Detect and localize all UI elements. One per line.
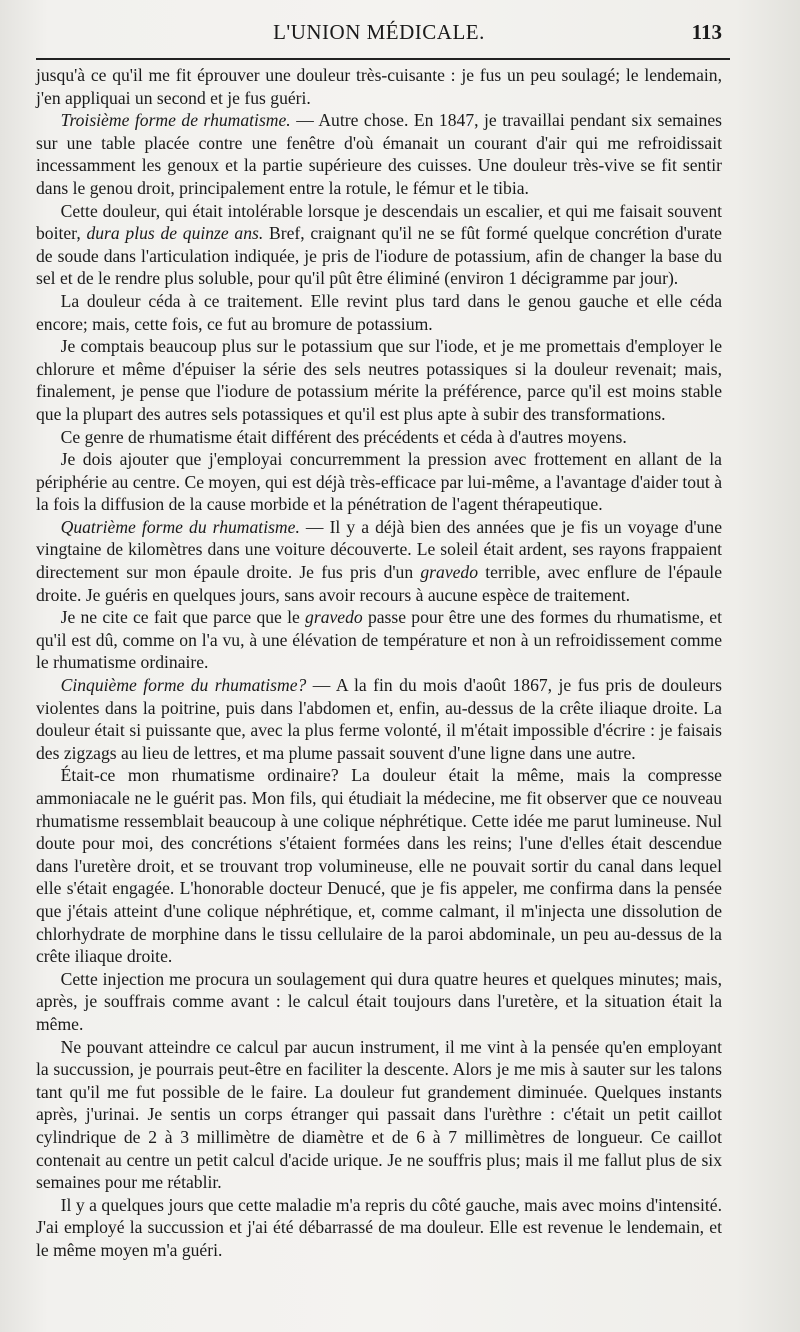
paragraph-text: Je dois ajouter que j'employai concurremment la pression avec frottement en allant de la périphérie au centre. Ce moyen, qui est déjà très-efficace par lui-même, a l'avantage d'aider tout à la fois la diffusion de la cause morbide et la pénétration de l'agent thérapeutique. [36, 449, 722, 515]
paragraph-text: Cette douleur, qui était intolérable lorsque je descendais un escalier, et qui me faisait souvent boiter, [36, 200, 722, 244]
paragraph-text: Je comptais beaucoup plus sur le potassium que sur l'iode, et je me promettais d'employer le chlorure et même d'épuiser la série des sels neutres potassiques si la douleur revenait; mais, finalement, je pense que l'iodure de potassium mérite la préférence, parce qu'il est moins stable que la plupart des autres sels potassiques et qu'il est plus apte à subir des transformations. [36, 336, 722, 424]
emphasis: dura plus de quinze ans. [86, 223, 264, 244]
emphasis: gravedo [420, 562, 479, 583]
paragraph [36, 674, 722, 764]
article-body [36, 64, 722, 1261]
paragraph [36, 64, 722, 109]
paragraph [36, 1194, 722, 1262]
paragraph-text: jusqu'à ce qu'il me fit éprouver une douleur très-cuisante : je fus un peu soulagé; le lendemain, j'en appliquai un second et je fus guéri. [36, 65, 722, 108]
paragraph-text: — Autre chose. En 1847, je travaillai pendant six semaines sur une table placée contre une fenêtre d'où émanait un courant d'air qui me refroidissait incessamment les genoux et la partie supérieure des cuisses. Une douleur très-vive se fit sentir dans le genou droit, principalement entre la rotule, le fémur et le tibia. [36, 110, 722, 198]
paragraph [36, 1036, 722, 1194]
paragraph-text: Cette injection me procura un soulagement qui dura quatre heures et quelques minutes; mais, après, je souffrais comme avant : le calcul était toujours dans l'uretère, et la situation était la même. [36, 968, 722, 1034]
section-heading: Quatrième forme du rhumatisme. [60, 516, 300, 537]
paragraph [36, 200, 722, 290]
paragraph [36, 606, 722, 674]
paragraph-text: passe pour être une des formes du rhumatisme, et qu'il est dû, comme on l'a vu, à une élévation de température et non à un refroidissement comme le rhumatisme ordinaire. [36, 607, 722, 673]
paragraph [36, 764, 722, 967]
paragraph-text: Je ne cite ce fait que parce que le [60, 607, 306, 628]
paragraph [36, 335, 722, 425]
section-heading: Troisième forme de rhumatisme. [60, 110, 291, 131]
paragraph-text: terrible, avec enflure de l'épaule droite. Je guéris en quelques jours, sans avoir recours à aucune espèce de traitement. [36, 562, 723, 605]
emphasis: gravedo [305, 607, 363, 628]
paragraph-text: Était-ce mon rhumatisme ordinaire? La douleur était la même, mais la compresse ammoniacale ne le guérit pas. Mon fils, qui étudiait la médecine, me fit observer que ce nouveau rhumatisme ressemblait beaucoup à une colique néphrétique. Cette idée me parut lumineuse. Nul doute pour moi, des concrétions s'étaient formées dans les reins; l'une d'elles était descendue dans l'uretère droit, et se trouvant trop volumineuse, elle ne pouvait sortir du canal dans lequel elle s'était engagée. L'honorable docteur Denucé, que je fis appeler, me confirma dans la pensée que j'étais atteint d'une colique néphrétique, et, comme calmant, il m'injecta une dissolution de chlorhydrate de morphine dans le tissu cellulaire de la paroi abdominale, un peu au-dessus de la crête iliaque droite. [36, 765, 722, 967]
paragraph-text: — A la fin du mois d'août 1867, je fus pris de douleurs violentes dans la poitrine, puis dans l'abdomen et, enfin, au-dessus de la crête iliaque droite. La douleur était si puissante que, avec la plus ferme volonté, il m'était impossible d'écrire : je faisais des zigzags au lieu de lettres, et ma plume passait souvent d'une ligne dans une autre. [36, 675, 723, 763]
paragraph-text: Ne pouvant atteindre ce calcul par aucun instrument, il me vint à la pensée qu'en employant la succussion, je pourrais peut-être en faciliter la descente. Alors je me mis à sauter sur les talons tant qu'il me fut possible de le faire. La douleur fut grandement diminuée. Quelques instants après, j'urinai. Je sentis un corps étranger qui passait dans l'urèthre : c'était un petit caillot cylindrique de 2 à 3 millimètre de diamètre et de 6 à 7 millimètres de longueur. Ce caillot contenait au centre un petit calcul d'acide urique. Je ne souffris plus; mais il me fallut plus de six semaines pour me rétablir. [36, 1036, 722, 1193]
paragraph-text: — Il y a déjà bien des années que je fis un voyage d'une vingtaine de kilomètres dans une voiture découverte. Le soleil était ardent, ses rayons frappaient directement sur mon épaule droite. Je fus pris d'un [36, 516, 722, 583]
section-heading: Cinquième forme du rhumatisme? [60, 675, 307, 696]
page-header [36, 14, 722, 58]
paragraph [36, 426, 722, 449]
paragraph [36, 516, 722, 606]
paragraph-text: Ce genre de rhumatisme était différent des précédents et céda à d'autres moyens. [60, 426, 627, 447]
page-number: 113 [691, 20, 722, 44]
paragraph-text: Il y a quelques jours que cette maladie m'a repris du côté gauche, mais avec moins d'intensité. J'ai employé la succussion et j'ai été débarrassé de ma douleur. Elle est revenue le lendemain, et le même moyen m'a guéri. [36, 1194, 722, 1260]
header-rule [36, 58, 730, 60]
paragraph [36, 968, 722, 1036]
paragraph-text: Bref, craignant qu'il ne se fût formé quelque concrétion d'urate de soude dans l'articulation indiquée, je pris de l'iodure de potassium, afin de changer la base du sel et de le rendre plus soluble, pour qu'il pût être éliminé (environ 1 décigramme par jour). [36, 223, 722, 289]
running-title: L'UNION MÉDICALE. [273, 20, 485, 44]
paragraph [36, 290, 722, 335]
paragraph-text: La douleur céda à ce traitement. Elle revint plus tard dans le genou gauche et elle céda encore; mais, cette fois, ce fut au bromure de potassium. [36, 290, 722, 334]
paragraph [36, 448, 722, 516]
paragraph [36, 109, 722, 199]
